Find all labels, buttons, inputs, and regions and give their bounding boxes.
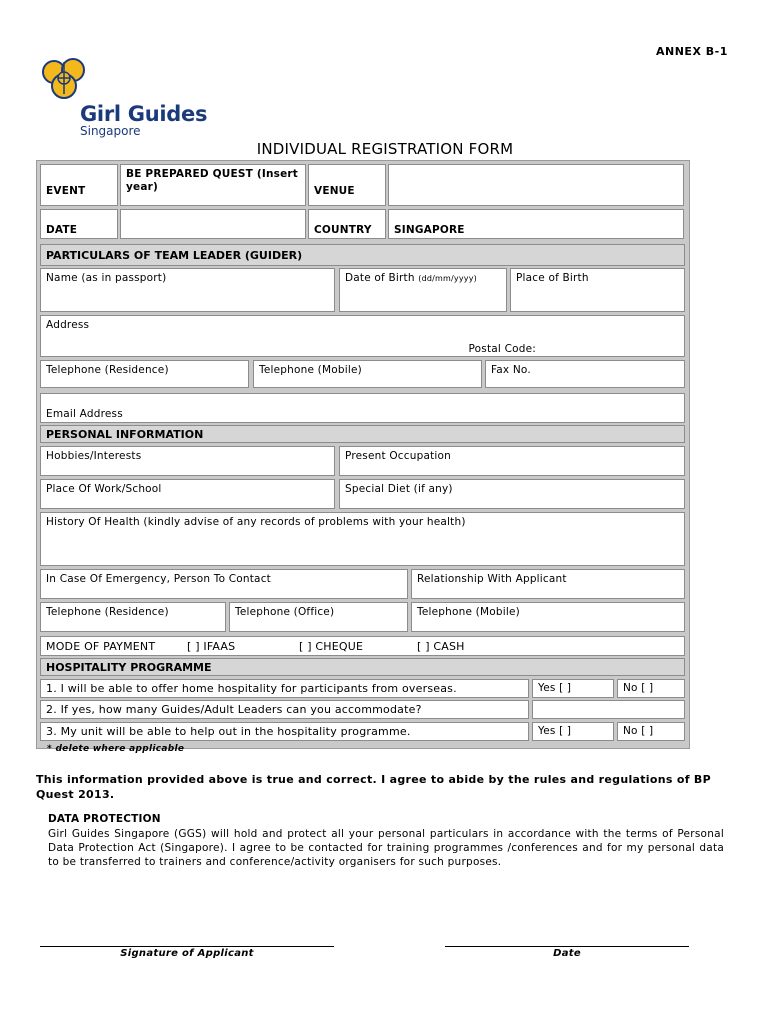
hobbies-field[interactable] — [40, 446, 335, 476]
hobbies-label: Hobbies/Interests — [46, 450, 142, 462]
q1-yes-option[interactable]: Yes [ ] — [532, 679, 614, 698]
logo-name: Girl Guides — [80, 102, 208, 126]
delete-note: * delete where applicable — [47, 744, 185, 754]
data-protection-text: Girl Guides Singapore (GGS) will hold and protect all your personal particulars in accordance with the terms of Personal Data Protection Act (Singapore). I agree to be contacted for training programmes /conferences and for my personal data to be transferred to trainers and conference/activity organisers for such purposes. — [48, 828, 724, 868]
emergency-contact-field[interactable] — [40, 569, 408, 599]
logo-country: Singapore — [80, 124, 141, 138]
health-field[interactable] — [40, 512, 685, 566]
team-leader-heading: PARTICULARS OF TEAM LEADER (GUIDER) — [40, 244, 685, 266]
payment-option-ifaas[interactable]: [ ] IFAAS — [187, 640, 236, 653]
dob-label: Date of Birth — [345, 272, 415, 284]
email-label: Email Address — [46, 408, 123, 420]
country-value[interactable]: SINGAPORE — [388, 209, 684, 239]
work-label: Place Of Work/School — [46, 483, 162, 495]
q3-no-option[interactable]: No [ ] — [617, 722, 685, 741]
diet-label: Special Diet (if any) — [345, 483, 453, 495]
date-line[interactable] — [445, 946, 689, 947]
hospitality-q1: 1. I will be able to offer home hospitality for participants from overseas. — [40, 679, 529, 698]
signature-label: Signature of Applicant — [120, 948, 254, 959]
q3-yes-option[interactable]: Yes [ ] — [532, 722, 614, 741]
girl-guides-logo — [40, 58, 210, 140]
date-signature-label: Date — [553, 948, 581, 959]
annex-label: ANNEX B-1 — [656, 45, 728, 58]
fax-label: Fax No. — [491, 364, 531, 376]
emergency-tel-office[interactable] — [229, 602, 408, 632]
tel-residence-field[interactable] — [40, 360, 249, 388]
declaration-text: This information provided above is true and correct. I agree to abide by the rules and regulations of BP Quest 2013. — [36, 773, 711, 801]
signature-line[interactable] — [40, 946, 334, 947]
emergency-tel-residence-label: Telephone (Residence) — [46, 606, 169, 618]
postal-code-label: Postal Code: — [468, 343, 536, 355]
dob-format: (dd/mm/yyyy) — [418, 274, 477, 283]
hospitality-q3: 3. My unit will be able to help out in the hospitality programme. — [40, 722, 529, 741]
tel-residence-label: Telephone (Residence) — [46, 364, 169, 376]
date-label: DATE — [40, 209, 118, 239]
pob-field[interactable] — [510, 268, 685, 312]
occupation-label: Present Occupation — [345, 450, 452, 462]
pob-label: Place of Birth — [516, 272, 589, 284]
q2-answer-input[interactable] — [532, 700, 685, 719]
emergency-label: In Case Of Emergency, Person To Contact — [46, 573, 271, 585]
q1-no-option[interactable]: No [ ] — [617, 679, 685, 698]
country-label: COUNTRY — [308, 209, 386, 239]
personal-info-heading: PERSONAL INFORMATION — [40, 425, 685, 443]
occupation-field[interactable] — [339, 446, 685, 476]
payment-label: MODE OF PAYMENT — [46, 640, 156, 653]
health-label: History Of Health (kindly advise of any records of problems with your health) — [46, 516, 466, 528]
page-title: INDIVIDUAL REGISTRATION FORM — [256, 140, 514, 158]
relationship-field[interactable] — [411, 569, 685, 599]
payment-option-cheque[interactable]: [ ] CHEQUE — [299, 640, 364, 653]
hospitality-q2: 2. If yes, how many Guides/Adult Leaders can you accommodate? — [40, 700, 529, 719]
date-input[interactable] — [120, 209, 306, 239]
relationship-label: Relationship With Applicant — [417, 573, 567, 585]
diet-field[interactable] — [339, 479, 685, 509]
tel-mobile-field[interactable] — [253, 360, 482, 388]
emergency-tel-mobile-label: Telephone (Mobile) — [417, 606, 520, 618]
emergency-tel-mobile[interactable] — [411, 602, 685, 632]
venue-label: VENUE — [308, 164, 386, 206]
emergency-tel-office-label: Telephone (Office) — [235, 606, 335, 618]
work-field[interactable] — [40, 479, 335, 509]
name-label: Name (as in passport) — [46, 272, 167, 284]
payment-row — [40, 636, 685, 656]
venue-input[interactable] — [388, 164, 684, 206]
event-value[interactable]: BE PREPARED QUEST (Insert year) — [120, 164, 306, 206]
payment-option-cash[interactable]: [ ] CASH — [417, 640, 465, 653]
dob-field[interactable] — [339, 268, 507, 312]
event-label: EVENT — [40, 164, 118, 206]
hospitality-heading: HOSPITALITY PROGRAMME — [40, 658, 685, 676]
tel-mobile-label: Telephone (Mobile) — [259, 364, 362, 376]
data-protection-title: DATA PROTECTION — [48, 813, 161, 825]
emergency-tel-residence[interactable] — [40, 602, 226, 632]
email-field[interactable] — [40, 393, 685, 423]
fax-field[interactable] — [485, 360, 685, 388]
trefoil-icon — [40, 58, 90, 102]
address-field[interactable] — [40, 315, 685, 357]
address-label: Address — [46, 319, 90, 331]
name-field[interactable] — [40, 268, 335, 312]
